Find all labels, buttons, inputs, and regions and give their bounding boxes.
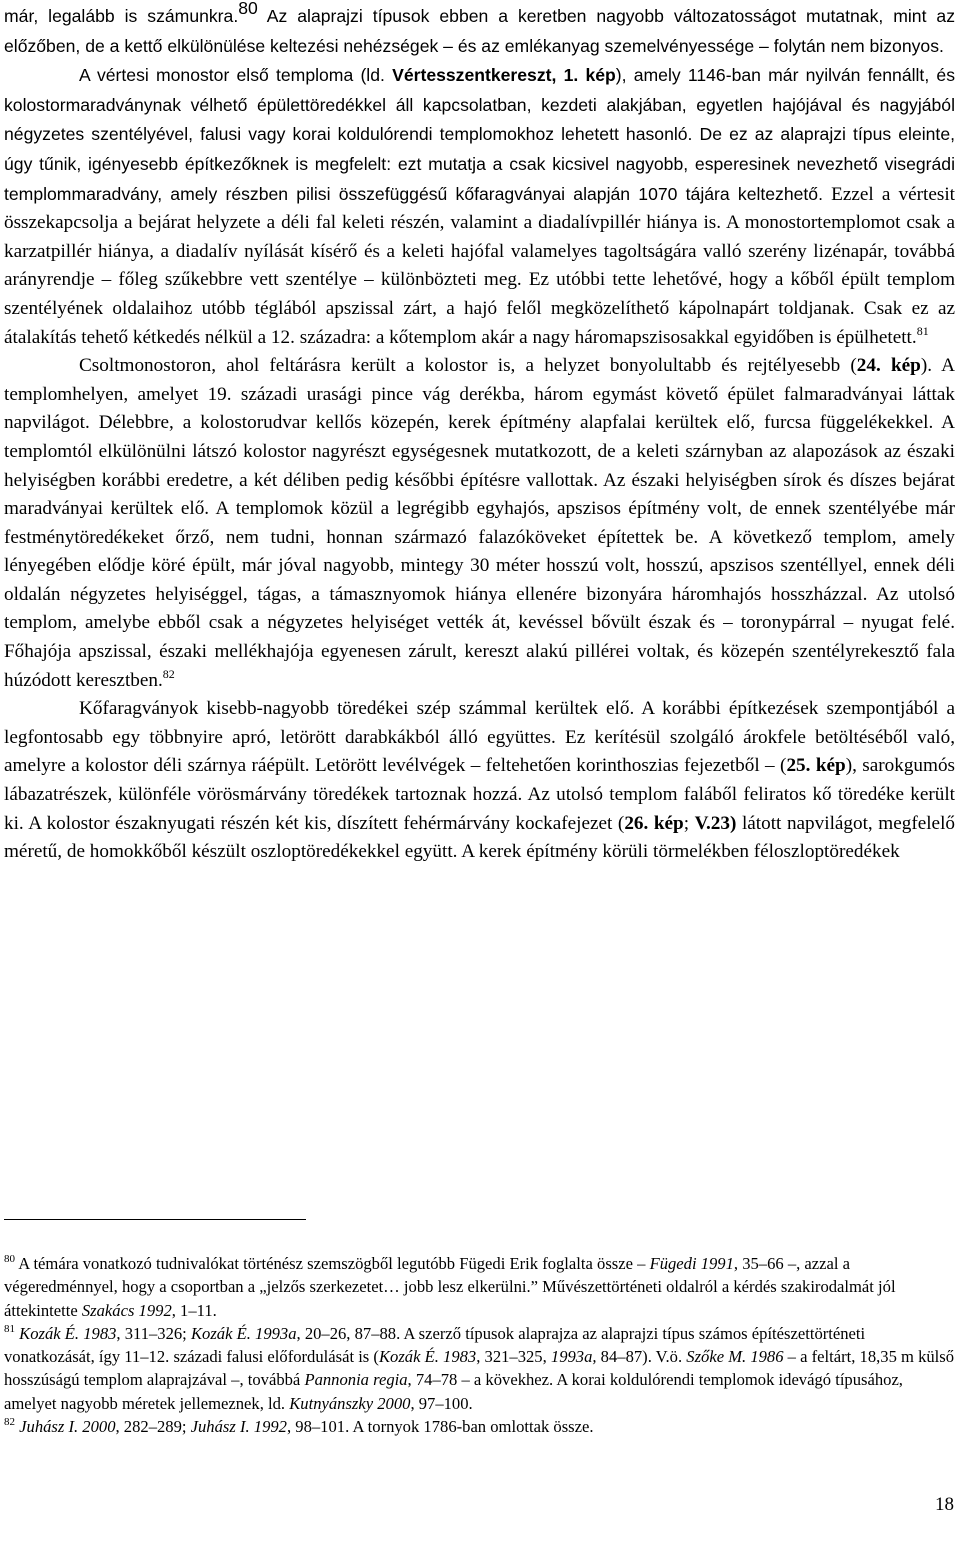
- footnote-text: – a feltárt, 18,35 m külső hosszúságú templom alaprajzával –, továbbá: [4, 1347, 955, 1390]
- footnote-text: 84–87). V.ö.: [596, 1347, 687, 1367]
- footnote-text: , 35–66 –, azzal a végeredménnyel, hogy a csoportban a „jelzős szerkezetet… jobb lesz elkerülni.” Művészettörténeti oldalról a kérdés szakirodalmát jól áttekintette: [4, 1254, 896, 1320]
- citation: 1993a,: [550, 1347, 597, 1367]
- citation: Juhász I. 2000: [19, 1417, 116, 1437]
- citation: Kozák É. 1983: [19, 1323, 117, 1343]
- paragraph-2: [4, 61, 955, 352]
- paragraph-1-text-b: Az alaprajzi típusok ebben a keretben nagyobb változatosságot mutatnak, mint az előzőben, de a kettő elkülönülése keltezési nehézségek – és az emlékanyag szemelvényessége – folytán nem bizonyos.: [4, 6, 955, 56]
- footnote-number: 82: [4, 1416, 15, 1429]
- citation: Szőke M. 1986: [686, 1347, 784, 1367]
- footnote-text: , 282–289;: [115, 1417, 191, 1437]
- paragraph-3: [4, 352, 955, 695]
- paragraph-4-text-a: Kőfaragványok kisebb-nagyobb töredékei szép számmal kerültek elő. A korábbi építkezések szempontjából a legfontosabb egy többnyire apró, letörött darabkákból álló együttes. Ez kerítésül szolgáló árokfele betöltéséből való, amelyre a kolostor déli szárnya ráépült. Letörött levélvégek – feltehetően korinthoszias fejezetből – (: [4, 698, 955, 777]
- figure-ref-vertesszentkereszt: Vértesszentkereszt, 1. kép: [392, 65, 616, 86]
- footnote-text: , 321–325,: [476, 1347, 551, 1367]
- footnote-text: , 74–78 – a kövekhez. A korai koldulórendi templomok idevágó típusához, amelyet nagyobb méretek jellemeznek, ld.: [4, 1370, 903, 1413]
- footnote-text: , 98–101. A tornyok 1786-ban omlottak össze.: [286, 1417, 594, 1437]
- footnote-text: , 311–326;: [116, 1323, 191, 1343]
- footnote-number: 81: [4, 1322, 15, 1335]
- footnote-ref-82[interactable]: 82: [162, 666, 175, 681]
- footnote-number: 80: [4, 1253, 15, 1265]
- footnote-text: , 20–26, 87–88. A szerző típusok alaprajza az alaprajzi típus számos építészettörténeti vonatkozását, így 11–12. századi falusi előfordulását is (: [4, 1323, 866, 1367]
- footnote-ref-81[interactable]: 81: [916, 323, 929, 338]
- footnote-separator: [4, 1219, 306, 1220]
- footnote-ref-80[interactable]: 80: [238, 0, 258, 18]
- paragraph-2-text-e: Ezzel a vértesit összekapcsolja a bejárat helyzete a déli fal keleti részén, valamint a diadalívpillér hiánya is. A monostortemplomot csak a karzatpillér hiánya, a diadalív nyílását kísérő és a keleti hajófal valamelyes tagoltságára valló szerény lizénapár, továbbá arányrendje – főleg szűkebbre vett szentélye – különbözteti meg. Ez utóbbi tette lehetővé, hogy a kőből épült templom szentélyének oldalaihoz utóbb téglából apszissal zárt, a hajó felől megközelíthető kápolnapárt toldjanak. Csak ez az átalakítás tehető kétkedés nélkül a 12. századra: a kőtemplom akár a nagy háromapszisosakkal egyidőben is épülhetett.: [4, 183, 955, 348]
- citation: Kozák É. 1993a: [190, 1323, 297, 1343]
- paragraph-2-text-a: A vértesi monostor első temploma (ld.: [79, 65, 393, 86]
- paragraph-2-text-c: ), amely 1146-ban már nyilván fennállt, és kolostormaradványnak vélhető épülettöredékkel áll kapcsolatban, kezdeti alakjában, egyetlen hajójával és nagyjából négyzetes szentélyével, falusi vagy korai koldulórendi templomokhoz lehetett hasonló.: [4, 65, 955, 145]
- document-page: [4, 0, 955, 867]
- citation: Pannonia regia: [304, 1370, 408, 1390]
- paragraph-3-text-c: ). A templomhelyen, amelyet 19. századi urasági pince vág derékba, három egymást követő épület falmaradványai láttak napvilágot. Délebbre, a kolostorudvar kellős közepén, kerek építmény alapfalai kerültek elő, furcsa függelékekkel. A templomtól elkülönülni látszó kolostor nagyrészt egységesnek mutatkozott, de a keleti szárnyban az alapozások az északi helyiségben korábbi eredetre, a két déliben pedig későbbi építésre vallottak. Az északi helyiségben sírok és díszes bejárat maradványai kerültek elő. A templomok közül a legrégibb egyhajós, apszisos építmény volt, de ennek szentélyébe már festménytöredékeket őrző, nem tudni, honnan származó falazóköveket építettek be. A következő templom, amely lényegében elődje köré épült, már jóval nagyobb, mintegy 30 méter hosszú volt, hosszú, apszisos szentéllyel, ennek déli oldalán négyzetes helyiséggel, tágas, a támasznyomok hiánya ellenére bizonyára háromhajós hosszházzal. Az utolsó templom, amelybe ebből csak a négyzetes helyiséget vették át, kevéssel bővült észak és – toronypárral – nyugat felé. Főhajója apszissal, északi mellékhajója egyenesen zárult, kereszt alakú pillérei voltak, és közepén szentélyrekesztő fala húzódott keresztben.: [4, 355, 955, 691]
- footnote-81: [4, 1322, 955, 1415]
- footnotes: [4, 1252, 955, 1438]
- citation: Szakács 1992: [81, 1300, 172, 1320]
- figure-ref-24: 24. kép: [856, 355, 921, 377]
- citation: Kozák É. 1983: [378, 1347, 477, 1367]
- page-number: 18: [935, 1494, 954, 1515]
- paragraph-4-text-c: ), sarokgumós lábazatrészek, különféle vörösmárvány töredékek tartoznak hozzá. Az utolsó templom faláből feliratos kő töredéke került ki. A kolostor északnyugati részén két kis, díszített fehérmárvány kockafejezet (: [4, 755, 956, 834]
- citation: Fügedi 1991: [649, 1254, 734, 1273]
- paragraph-1: [4, 2, 955, 61]
- footnote-text: A témára vonatkozó tudnivalókat történész szemszögből legutóbb Fügedi Erik foglalta össze –: [15, 1254, 650, 1273]
- footnote-text: , 1–11.: [171, 1300, 217, 1320]
- paragraph-2-text-d: De ez az alaprajzi típus eleinte, úgy tűnik, igényesebb építkezőknek is megfelelt: ezt mutatja a csak kicsivel nagyobb, esperesinek nevezhető visegrádi templommaradvány, amely részben pilisi összefüggésű kőfaragványai alapján 1070 tájára keltezhető.: [4, 124, 955, 204]
- figure-ref-26: 26. kép: [624, 812, 684, 834]
- figure-ref-v23: V.23): [694, 812, 737, 834]
- paragraph-4-text-e: ;: [683, 812, 695, 834]
- footnote-82: [4, 1415, 955, 1438]
- footnote-80: [4, 1252, 955, 1322]
- paragraph-4-text-g: látott napvilágot, megfelelő méretű, de homokkőből készült oszloptöredékekkel együtt. A kerek építmény körüli törmelékben féloszloptöredékek: [4, 812, 955, 863]
- footnote-text: , 97–100.: [410, 1393, 473, 1413]
- paragraph-1-text-a: már, legalább is számunkra.: [4, 6, 239, 26]
- citation: Kutnyánszky 2000: [289, 1393, 411, 1413]
- figure-ref-25: 25. kép: [786, 755, 846, 777]
- citation: Juhász I. 1992: [190, 1417, 287, 1437]
- paragraph-4: [4, 695, 955, 867]
- paragraph-3-text-a: Csoltmonostoron, ahol feltárásra került a kolostor is, a helyzet bonyolultabb és rejtélyesebb (: [79, 355, 857, 377]
